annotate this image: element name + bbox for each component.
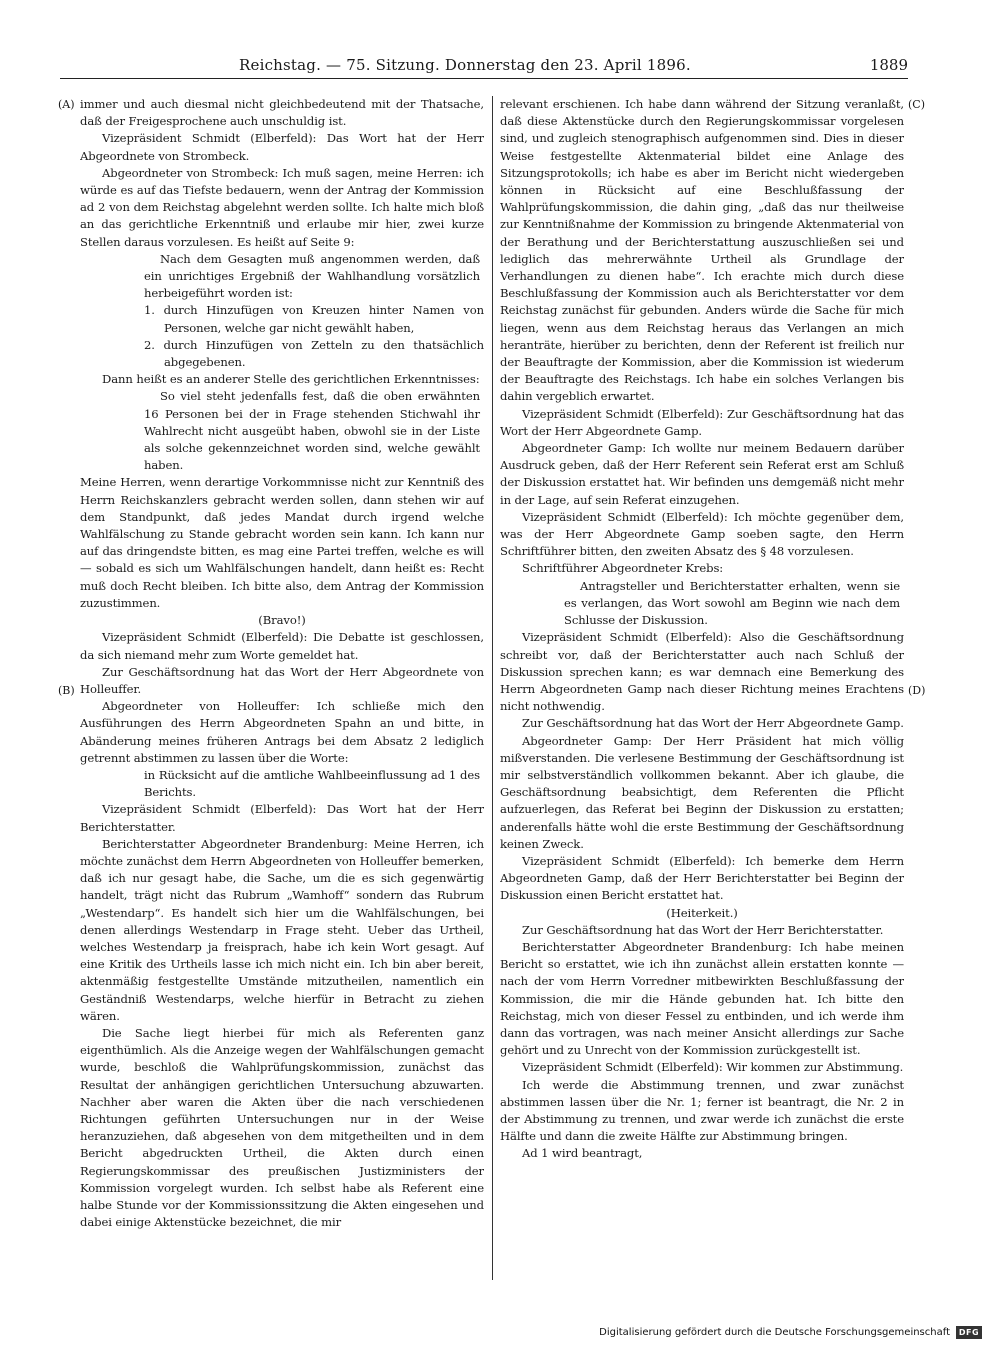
paragraph: Berichterstatter Abgeordneter Brandenburg: Ich habe meinen Bericht so erstattet, wie ich ihn zunächst allein erstatten konnte — nach der vom Herrn Vorredner mitbewirkten Beschlußfassung der Kommission, die mir die Hände gebunden hat. Ich bitte den Reichstag, mich von dieser Fessel zu entbinden, und ich werde ihm dann das vortragen, was nach meiner Ansicht allerdings zur Sache gehört und zu Unrecht von der Kommission zurückgestellt ist. [500, 939, 904, 1058]
running-header [60, 52, 908, 79]
paragraph: Nach dem Gesagten muß angenommen werden, daß ein unrichtiges Ergebniß der Wahlhandlung vorsätzlich herbeigeführt worden ist: [144, 251, 480, 301]
right-text-column [500, 96, 904, 1280]
paragraph: relevant erschienen. Ich habe dann während der Sitzung veranlaßt, daß diese Aktenstücke durch den Regierungskommissar vorgelesen sind, und zugleich stenographisch aufgenommen sind. Dies in dieser Weise festgestellte Aktenmaterial bildet eine Anlage des Sitzungsprotokolls; ich habe es aber im Bericht nicht wiedergeben können in Rücksicht auf eine Beschlußfassung der Wahlprüfungskommission, die dahin ging, „daß das nur theilweise zur Kenntnißnahme der Kommission zu bringende Aktenmaterial von der Berathung und der Berichterstattung auszuschließen sei und lediglich das mehrerwähnte Urtheil als Grundlage der Verhandlungen zu dienen habe“. Ich erachte mich durch diese Beschlußfassung der Kommission auch als Berichterstatter vor dem Reichstag zunächst für gebunden. Anders würde die Sache für mich liegen, wenn aus dem Reichstag heraus das Verlangen an mich heranträte, hierüber zu berichten, denn der Referent ist freilich nur der Beauftragte der Kommission, aber die Kommission ist wiederum der Beauftragte des Reichstags. Ich habe ein solches Verlangen bis dahin vergeblich erwartet. [500, 97, 904, 404]
margin-marker-d: (D) [908, 684, 926, 697]
paragraph: Vizepräsident Schmidt (Elberfeld): Das Wort hat der Herr Berichterstatter. [80, 802, 484, 834]
margin-marker-a: (A) [58, 98, 75, 111]
paragraph: (Heiterkeit.) [666, 905, 738, 920]
paragraph: Zur Geschäftsordnung hat das Wort der Herr Abgeordnete Gamp. [522, 716, 904, 731]
margin-marker-c: (C) [908, 98, 925, 111]
page-number: 1889 [869, 56, 908, 74]
paragraph: Meine Herren, wenn derartige Vorkommnisse nicht zur Kenntniß des Herrn Reichskanzlers gebracht werden sollen, dann stehen wir auf dem Standpunkt, daß jedes Mandat durch irgend welche Wahlfälschung zu Stande gebracht worden sein kann. Ich kann nur auf das dringendste bitten, es mag eine Partei treffen, welche es will — sobald es sich um Wahlfälschungen handelt, dann heißt es: Recht muß doch Recht bleiben. Ich bitte also, dem Antrag der Kommission zuzustimmen. [80, 475, 484, 610]
paragraph: Berichterstatter Abgeordneter Brandenburg: Meine Herren, ich möchte zunächst dem Herrn Abgeordneten von Holleuffer bemerken, daß ich nur gesagt habe, die Sache, um die es sich gegenwärtig handelt, trägt nicht das Rubrum „Wamhoff“ sondern das Rubrum „Westendarp“. Es handelt sich hier um die Wahlfälschungen, bei denen allerdings Westendarp in Frage steht. Ueber das Urtheil, welches Westendarp ja freisprach, habe ich kein Wort gesagt. Auf eine Kritik des Urtheils lasse ich mich nicht ein. Ich bin aber bereit, aktenmäßig festgestellte Umstände mitzutheilen, namentlich ein Geständniß Westendarps, welche hierfür in Betracht zu ziehen wären. [80, 836, 484, 1023]
paragraph: Vizepräsident Schmidt (Elberfeld): Also die Geschäftsordnung schreibt vor, daß der Berichterstatter auch nach Schluß der Diskussion sprechen kann; es war demnach eine Bemerkung des Herrn Abgeordneten Gamp nach dieser Richtung meines Erachtens nicht nothwendig. [500, 630, 904, 714]
left-text-column [80, 96, 484, 1280]
paragraph: Zur Geschäftsordnung hat das Wort der Herr Abgeordnete von Holleuffer. [80, 664, 484, 696]
paragraph: Ich werde die Abstimmung trennen, und zwar zunächst abstimmen lassen über die Nr. 1; ferner ist beantragt, die Nr. 2 in der Abstimmung zu trennen, und zwar werde ich zunächst die erste Hälfte und dann die zweite Hälfte zur Abstimmung bringen. [500, 1077, 904, 1144]
paragraph: Ad 1 wird beantragt, [522, 1146, 643, 1161]
paragraph: in Rücksicht auf die amtliche Wahlbeeinflussung ad 1 des Berichts. [144, 767, 480, 800]
paragraph: Vizepräsident Schmidt (Elberfeld): Ich bemerke dem Herrn Abgeordneten Gamp, daß der Herr Berichterstatter bei Beginn der Diskussion einen Bericht erstattet hat. [500, 853, 904, 903]
header-title: Reichstag. — 75. Sitzung. Donnerstag den 23. April 1896. [239, 56, 691, 74]
paragraph: Vizepräsident Schmidt (Elberfeld): Das Wort hat der Herr Abgeordnete von Strombeck. [80, 131, 484, 163]
paragraph: Abgeordneter von Holleuffer: Ich schließe mich den Ausführungen des Herrn Abgeordneten Spahn an und bitte, in Abänderung meines früheren Antrags bei dem Absatz 2 lediglich getrennt abstimmen zu lassen über die Worte: [80, 699, 484, 765]
paragraph: Vizepräsident Schmidt (Elberfeld): Wir kommen zur Abstimmung. [522, 1060, 904, 1075]
margin-marker-b: (B) [58, 684, 75, 697]
paragraph: So viel steht jedenfalls fest, daß die oben erwähnten 16 Personen bei der in Frage stehenden Stichwahl ihr Wahlrecht nicht ausgeübt haben, obwohl sie in der Liste als solche gekennzeichnet worden sind, welche gewählt haben. [144, 389, 480, 473]
paragraph: Vizepräsident Schmidt (Elberfeld): Die Debatte ist geschlossen, da sich niemand mehr zum Worte gemeldet hat. [80, 630, 484, 662]
credit-text: Digitalisierung gefördert durch die Deutsche Forschungsgemeinschaft [599, 1327, 950, 1338]
paragraph: Abgeordneter Gamp: Ich wollte nur meinem Bedauern darüber Ausdruck geben, daß der Herr Referent sein Referat erst am Schluß der Diskussion erstattet hat. Wir befinden uns demgemäß nicht mehr in der Lage, auf sein Referat einzugehen. [500, 441, 904, 507]
digitization-credit [599, 1326, 982, 1339]
column-divider [492, 96, 493, 1280]
paragraph: Antragsteller und Berichterstatter erhalten, wenn sie es verlangen, das Wort sowohl am Beginn wie nach dem Schlusse der Diskussion. [564, 578, 900, 628]
paragraph: Zur Geschäftsordnung hat das Wort der Herr Berichterstatter. [522, 922, 884, 937]
dfg-logo-icon: DFG [956, 1326, 982, 1339]
paragraph: (Bravo!) [258, 613, 306, 628]
paragraph: Vizepräsident Schmidt (Elberfeld): Ich möchte gegenüber dem, was der Herr Abgeordnete Gamp soeben sagte, den Herrn Schriftführer bitten, den zweiten Absatz des § 48 vorzulesen. [500, 509, 904, 559]
paragraph: Abgeordneter Gamp: Der Herr Präsident hat mich völlig mißverstanden. Die verlesene Bestimmung der Geschäftsordnung ist mir selbstverständlich vollkommen bekannt. Aber ich glaube, die Geschäftsordnung beabsichtigt, dem Referenten die Pflicht aufzuerlegen, das Referat bei Beginn der Diskussion zu erstatten; anderenfalls hätte wohl die erste Bestimmung der Geschäftsordnung keinen Zweck. [500, 733, 904, 851]
paragraph: 2. durch Hinzufügen von Zetteln zu den thatsächlich abgegebenen. [144, 337, 484, 370]
paragraph: Vizepräsident Schmidt (Elberfeld): Zur Geschäftsordnung hat das Wort der Herr Abgeordnete Gamp. [500, 406, 904, 438]
paragraph: 1. durch Hinzufügen von Kreuzen hinter Namen von Personen, welche gar nicht gewählt haben, [144, 303, 484, 335]
paragraph: Abgeordneter von Strombeck: Ich muß sagen, meine Herren: ich würde es auf das Tiefste bedauern, wenn der Antrag der Kommission ad 2 von dem Reichstag abgelehnt werden sollte. Ich halte mich bloß an das gerichtliche Erkenntniß und erlaube mir hier, zwei kurze Stellen daraus vorzulesen. Es heißt auf Seite 9: [80, 165, 484, 249]
paragraph: Die Sache liegt hierbei für mich als Referenten ganz eigenthümlich. Als die Anzeige wegen der Wahlfälschungen gemacht wurde, beschloß die Wahlprüfungskommission, zunächst das Resultat der anhängigen gerichtlichen Untersuchung abzuwarten. Nachher aber waren die Akten über die nach verschiedenen Richtungen geführten Untersuchungen nur in der Weise heranzuziehen, daß abgesehen von dem mitgetheilten und in dem Bericht abgedruckten Urtheil, die Akten durch einen Regierungskommissar des preußischen Justizministers der Kommission vorgelegt wurden. Ich selbst habe als Referent eine halbe Stunde vor der Kommissionssitzung die Akten eingesehen und dabei einige Aktenstücke bezeichnet, die mir [80, 1025, 484, 1230]
paragraph: Dann heißt es an anderer Stelle des gerichtlichen Erkenntnisses: [102, 372, 480, 387]
paragraph: Schriftführer Abgeordneter Krebs: [522, 561, 724, 576]
paragraph: immer und auch diesmal nicht gleichbedeutend mit der Thatsache, daß der Freigesprochene auch unschuldig ist. [80, 97, 484, 129]
